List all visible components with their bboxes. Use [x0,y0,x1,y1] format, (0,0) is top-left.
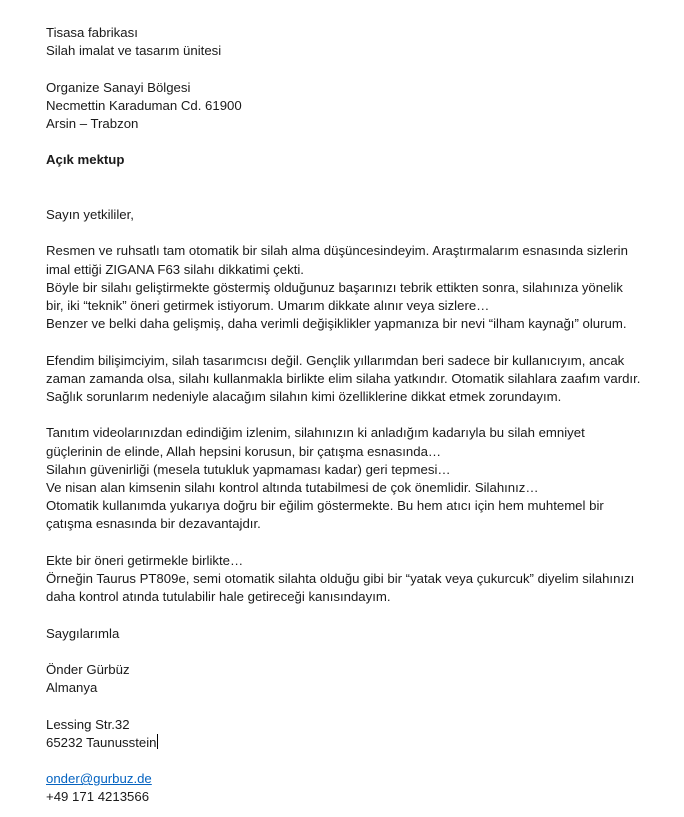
signature-block [46,661,666,807]
signature-street: Lessing Str.32 [46,716,130,732]
sender-zone: Organize Sanayi Bölgesi [46,79,191,95]
sender-city: Arsin – Trabzon [46,116,139,131]
paragraph-line: çatışma esnasında bir dezavantajdır. [46,516,261,532]
signature-city: 65232 Taunusstein [46,734,157,750]
letter-document [46,24,666,807]
sender-department: Silah imalat ve tasarım ünitesi [46,43,222,59]
paragraph-line: Silahın güvenirliği (mesela tutukluk yapmaması kadar) geri tepmesi… [46,461,451,477]
paragraph-line: Ekte bir öneri getirmekle birlikte… [46,552,244,568]
paragraph-line: Ve nisan alan kimsenin silahı kontrol altında tutabilmesi de çok önemlidir. Silahınız… [46,479,539,495]
sender-block [46,24,666,133]
paragraph-line: daha kontrol atında tutulabilir hale getireceği kanısındayım. [46,589,391,605]
signature-country: Almanya [46,680,98,696]
paragraph-line: güçlerinin de elinde, Allah hepsini korusun, bir çatışma esnasında… [46,443,442,459]
paragraph-line: Böyle bir silahı geliştirmekte göstermiş olduğunuz başarınızı tebrik ettikten sonra, silahınıza yönelik [46,279,623,295]
paragraph-3 [46,424,666,533]
sender-company: Tisasa fabrikası [46,25,138,40]
paragraph-1 [46,242,666,333]
paragraph-line: Benzer ve belki daha gelişmiş, daha verimli değişiklikler yapmanıza bir nevi “ilham kaynağı” olurum. [46,316,627,332]
letter-salutation: Sayın yetkililer, [46,206,134,222]
sender-street: Necmettin Karaduman Cd. 61900 [46,97,242,113]
paragraph-2 [46,352,666,407]
signature-name: Önder Gürbüz [46,661,130,677]
paragraph-line: imal ettiği ZIGANA F63 silahı dikkatimi çekti. [46,261,304,277]
letter-subject: Açık mektup [46,152,125,168]
email-link[interactable]: onder@gurbuz.de [46,771,152,787]
signature-phone: +49 171 4213566 [46,789,150,805]
paragraph-line: Örneğin Taurus PT809e, semi otomatik silahta olduğu gibi bir “yatak veya çukurcuk” diyelim silahınızı [46,570,635,586]
paragraph-line: zaman zamanda olsa, silahı kullanmakla birlikte elim silaha yatkındır. Otomatik silahlara zaafım vardır. [46,370,641,386]
paragraph-line: Tanıtım videolarınızdan edindiğim izlenim, silahınızın ki anladığım kadarıyla bu silah emniyet [46,425,585,441]
paragraph-line: Efendim bilişimciyim, silah tasarımcısı değil. Gençlik yıllarımdan beri sadece bir kullanıcıyım, ancak [46,352,625,368]
text-cursor [157,734,158,749]
paragraph-4 [46,552,666,607]
paragraph-line: Sağlık sorunlarım nedeniyle alacağım silahın kimi özelliklerine dikkat etmek zorundayım. [46,388,562,404]
paragraph-line: Otomatik kullanımda yukarıya doğru bir eğilim göstermekte. Bu hem atıcı için hem muhtemel bir [46,498,604,514]
letter-closing: Saygılarımla [46,625,120,641]
paragraph-line: bir, iki “teknik” öneri getirmek istiyorum. Umarım dikkate alınır veya sizlere… [46,297,490,313]
paragraph-line: Resmen ve ruhsatlı tam otomatik bir silah alma düşüncesindeyim. Araştırmalarım esnasında sizlerin [46,243,628,259]
